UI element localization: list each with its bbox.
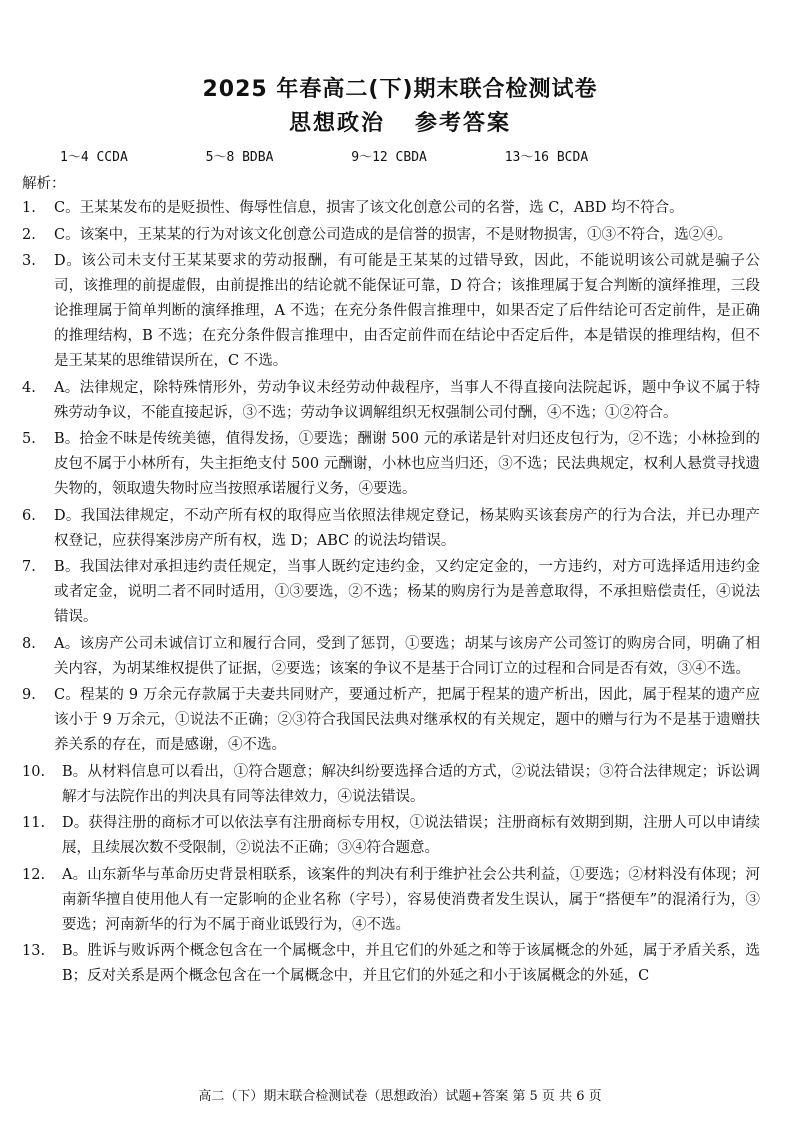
item-text: C。王某某发布的是贬损性、侮辱性信息，损害了该文化创意公司的名誉，选 C，ABD 均不符合。	[54, 200, 684, 216]
subtitle	[0, 106, 800, 137]
item-text: A。法律规定，除特殊情形外，劳动争议未经劳动仲裁程序，当事人不得直接向法院起诉，题中争议不属于特殊劳动争议，不能直接起诉，③不选；劳动争议调解组织无权强制公司付酬，④不选；①②符合。	[54, 379, 760, 421]
item-number: 13.	[22, 943, 46, 959]
analysis-item	[22, 376, 760, 426]
item-text: B。拾金不昧是传统美德，值得发扬，①要选；酬谢 500 元的承诺是针对归还皮包行为，②不选；小林捡到的皮包不属于小林所有，失主拒绝支付 500 元酬谢，小林也应当归还，③不选；民法典规定，权利人悬赏寻找遗失物的，领取遗失物时应当按照承诺履行义务，④要选。	[54, 431, 760, 497]
item-text: D。该公司未支付王某某要求的劳动报酬，有可能是王某某的过错导致，因此，不能说明该公司就是骗子公司，该推理的前提虚假，由前提推出的结论就不能保证可靠，D 符合；该推理属于复合判断的演绎推理，三段论推理属于简单判断的演绎推理，A 不选；在充分条件假言推理中，如果否定了后件结论可否定前件，是正确的推理结构，B 不选；在充分条件假言推理中，由否定前件而在结论中否定后件，本是错误的推理结构，但不是王某某的思维错误所在，C 不选。	[54, 253, 760, 369]
item-text: C。该案中，王某某的行为对该文化创意公司造成的是信誉的损害，不是财物损害，①③不符合，选②④。	[54, 226, 733, 243]
page-footer: 高二（下）期末联合检测试卷（思想政治）试题+答案 第 5 页 共 6 页	[198, 1089, 602, 1104]
analysis-item	[22, 223, 760, 248]
analysis-item	[22, 427, 760, 502]
analysis-item	[22, 249, 760, 374]
analysis-item	[22, 504, 760, 554]
item-number: 5.	[22, 431, 36, 447]
analysis-item	[22, 939, 760, 989]
item-number: 3.	[22, 253, 36, 269]
analysis-heading: 解析：	[22, 176, 66, 192]
analysis-list	[22, 196, 760, 991]
item-text: A。该房产公司未诚信订立和履行合同，受到了惩罚，①要选；胡某与该房产公司签订的购房合同，明确了相关内容，为胡某维权提供了证据，②要选；该案的争议不是基于合同订立的过程和合同是否有效，③④不选。	[54, 635, 760, 677]
item-text: B。胜诉与败诉两个概念包含在一个属概念中，并且它们的外延之和等于该属概念的外延，属于矛盾关系，选 B；反对关系是两个概念包含在一个属概念中，并且它们的外延之和小于该属概念的外延，C	[62, 943, 760, 984]
analysis-item	[22, 811, 760, 861]
item-number: 12.	[22, 866, 46, 883]
item-number: 8.	[22, 635, 36, 652]
item-number: 11.	[22, 815, 46, 831]
answer-group: 1～4 CCDA	[60, 150, 128, 165]
item-text: D。我国法律规定，不动产所有权的取得应当依照法律规定登记，杨某购买该套房产的行为合法，并已办理产权登记，应获得案涉房产所有权，选 D；ABC 的说法均错误。	[54, 507, 760, 549]
item-number: 10.	[22, 763, 46, 780]
item-number: 2.	[22, 226, 36, 243]
subject-label: 思想政治	[288, 111, 385, 136]
answer-group: 5～8 BDBA	[205, 150, 274, 165]
item-text: B。我国法律对承担违约责任规定，当事人既约定违约金，又约定定金的，一方违约，对方可选择适用违约金或者定金，说明二者不同时适用，①③要选，②不选；杨某的购房行为是善意取得，不承担赔偿责任，④说法错误。	[54, 559, 760, 625]
item-text: D。获得注册的商标才可以依法享有注册商标专用权，①说法错误；注册商标有效期到期，注册人可以申请续展，且续展次数不受限制，②说法不正确；③④符合题意。	[62, 815, 760, 856]
answer-key	[60, 146, 658, 165]
doc-type-label: 参考答案	[415, 111, 512, 136]
answer-group: 9～12 CBDA	[351, 150, 427, 165]
analysis-item	[22, 196, 760, 221]
item-text: A。山东新华与革命历史背景相联系，该案件的判决有利于维护社会公共利益，①要选；②材料没有体现；河南新华擅自使用他人有一定影响的企业名称（字号），容易使消费者发生误认，属于“搭便车”的混淆行为，③要选；河南新华的行为不属于商业诋毁行为，④不选。	[62, 866, 760, 933]
item-text: C。程某的 9 万余元存款属于夫妻共同财产，要通过析产，把属于程某的遗产析出，因此，属于程某的遗产应该小于 9 万余元，①说法不正确；②③符合我国民法典对继承权的有关规定，题中的赠与行为不是基于遗赠扶养关系的存在，而是感谢，④不选。	[54, 687, 760, 753]
item-number: 4.	[22, 379, 36, 396]
item-number: 1.	[22, 200, 36, 216]
analysis-item	[22, 760, 760, 810]
exam-title: 2025 年春高二(下)期末联合检测试卷	[202, 77, 598, 102]
analysis-item	[22, 555, 760, 630]
item-number: 9.	[22, 687, 36, 703]
item-text: B。从材料信息可以看出，①符合题意；解决纠纷要选择合适的方式，②说法错误；③符合法律规定；诉讼调解才与法院作出的判决具有同等法律效力，④说法错误。	[62, 763, 760, 805]
analysis-item	[22, 863, 760, 938]
analysis-item	[22, 683, 760, 758]
answer-group: 13～16 BCDA	[504, 150, 589, 165]
item-number: 7.	[22, 559, 36, 575]
item-number: 6.	[22, 507, 36, 524]
analysis-item	[22, 632, 760, 682]
